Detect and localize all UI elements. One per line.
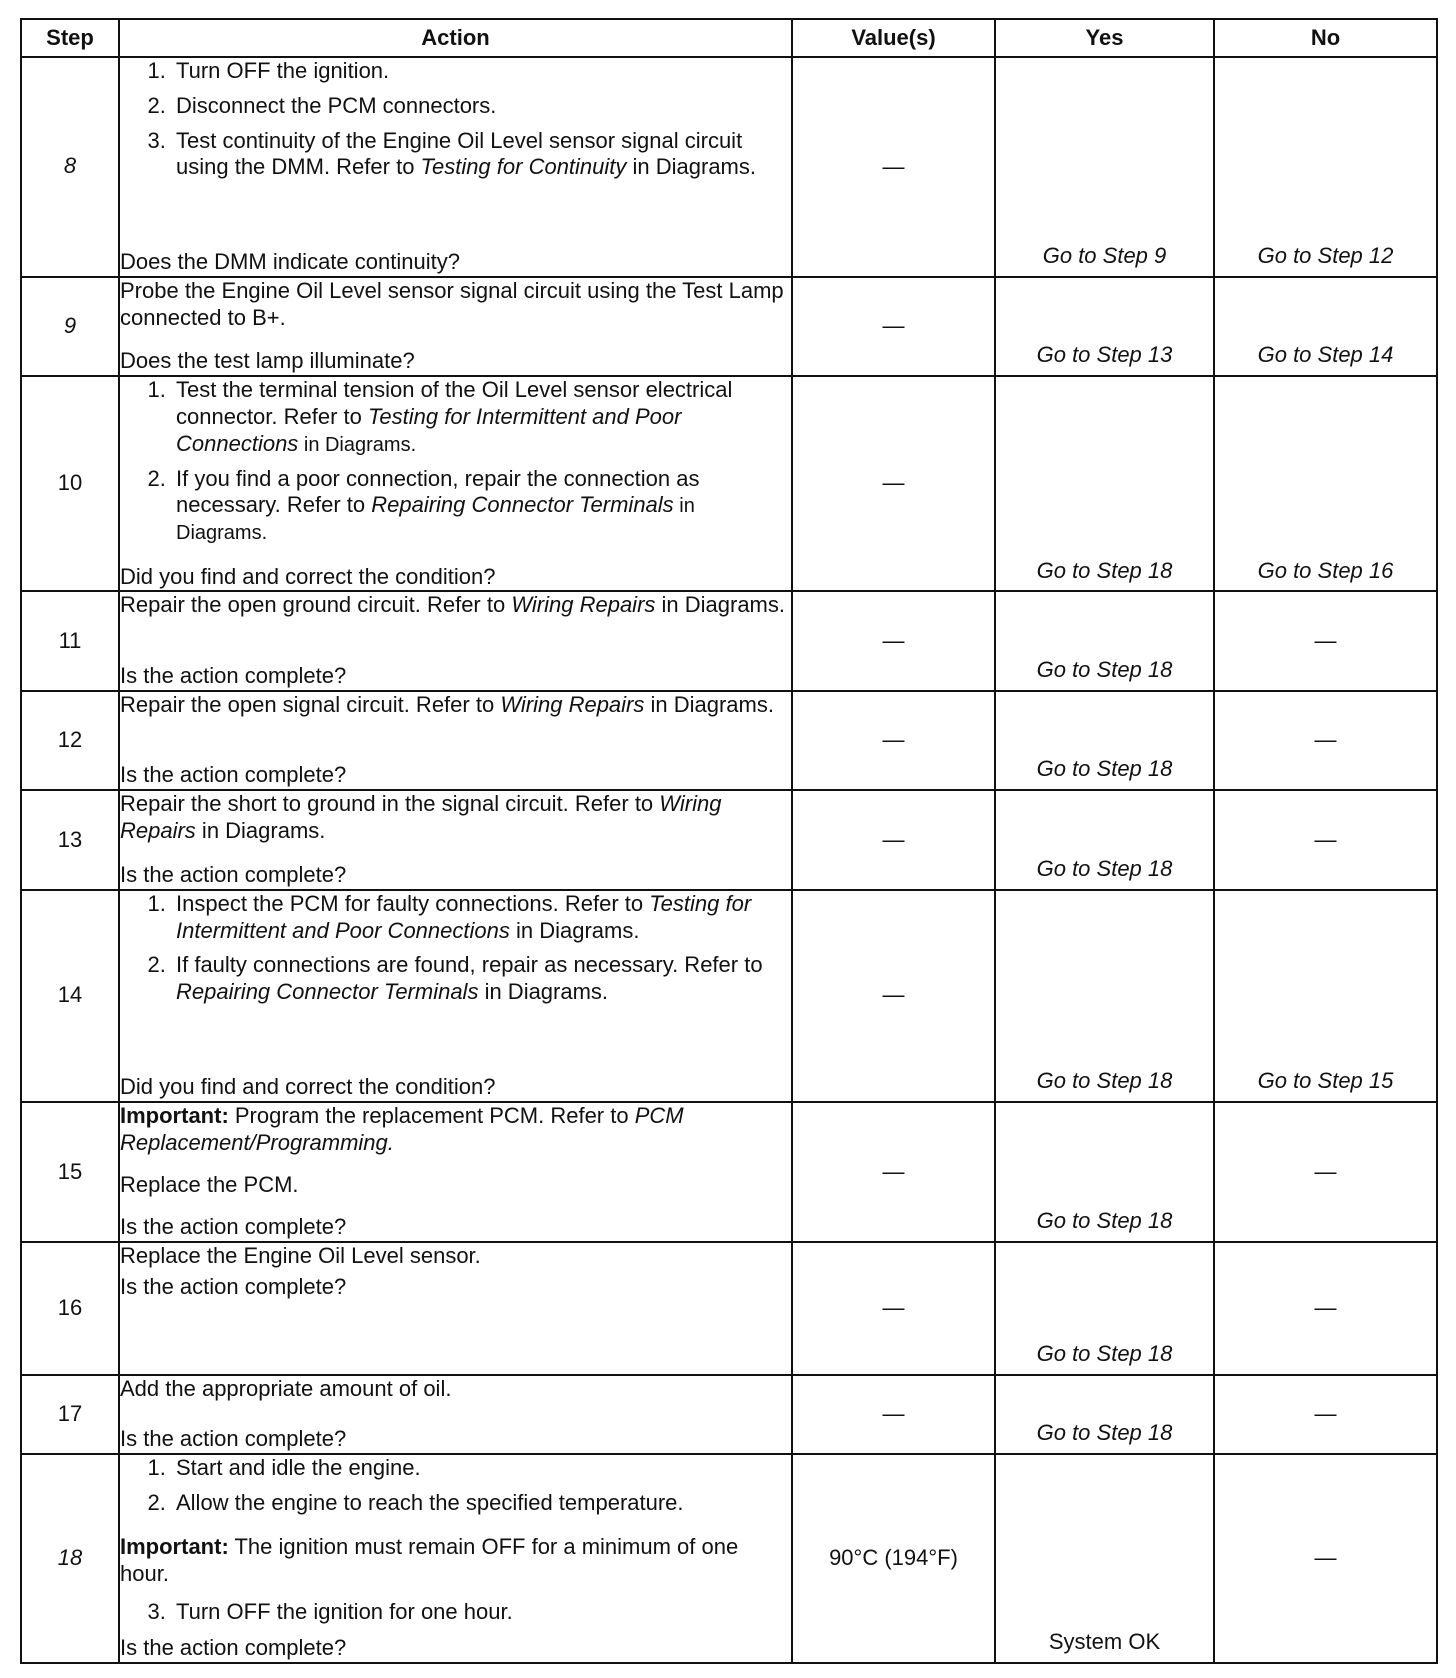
- action-question: Is the action complete?: [120, 663, 347, 689]
- value-cell: [792, 57, 995, 277]
- no-cell: [1214, 376, 1437, 591]
- important-note: Important: Program the replacement PCM. Refer to PCM Replacement/Programming.: [120, 1103, 684, 1155]
- dash: —: [1314, 1401, 1337, 1427]
- dash: —: [882, 1295, 905, 1321]
- step-number: 14: [21, 890, 119, 1102]
- action-substep: 2. If you find a poor connection, repair the connection as necessary. Refer to Repairing Connector Terminals in Diagrams.: [172, 466, 791, 546]
- action-cell: [119, 1102, 792, 1242]
- header-yes: Yes: [995, 19, 1214, 57]
- dash: —: [882, 313, 905, 339]
- dash: —: [1314, 826, 1337, 852]
- yes-result: System OK: [1048, 1629, 1161, 1655]
- dash: —: [882, 470, 905, 496]
- yes-cell: [995, 1102, 1214, 1242]
- yes-goto: Go to Step 9: [1042, 242, 1167, 268]
- yes-goto: Go to Step 18: [1036, 557, 1173, 583]
- action-cell: [119, 691, 792, 790]
- action-text: Repair the open signal circuit. Refer to Wiring Repairs in Diagrams.: [120, 691, 774, 717]
- action-question: Does the test lamp illuminate?: [120, 348, 415, 374]
- dash: —: [882, 627, 905, 653]
- action-question: Is the action complete?: [120, 762, 347, 788]
- reference-link: Wiring Repairs: [120, 791, 722, 844]
- action-cell: [119, 591, 792, 690]
- step-number: 10: [21, 376, 119, 591]
- yes-cell: [995, 591, 1214, 690]
- action-substep: 3. Turn OFF the ignition for one hour.: [172, 1599, 791, 1626]
- action-question: Did you find and correct the condition?: [120, 563, 496, 589]
- reference-link: Wiring Repairs: [500, 691, 645, 717]
- table-row: [21, 790, 1437, 889]
- step-number: 12: [21, 691, 119, 790]
- table-row: [21, 890, 1437, 1102]
- action-text: Add the appropriate amount of oil.: [120, 1376, 452, 1402]
- no-cell: [1214, 1242, 1437, 1375]
- yes-goto: Go to Step 18: [1036, 1208, 1173, 1234]
- no-goto: Go to Step 14: [1257, 342, 1394, 368]
- no-cell: [1214, 890, 1437, 1102]
- yes-cell: [995, 376, 1214, 591]
- action-substep: 1. Start and idle the engine.: [172, 1455, 791, 1482]
- no-cell: [1214, 691, 1437, 790]
- action-question: Does the DMM indicate continuity?: [120, 248, 460, 274]
- step-number: 9: [21, 277, 119, 376]
- value-cell: [792, 691, 995, 790]
- value-cell: [792, 376, 995, 591]
- yes-cell: [995, 57, 1214, 277]
- dash: —: [882, 826, 905, 852]
- action-cell: [119, 376, 792, 591]
- action-substep: 3. Test continuity of the Engine Oil Level sensor signal circuit using the DMM. Refer to Testing for Continuity in Diagrams.: [172, 128, 791, 182]
- dash: —: [1314, 1158, 1337, 1184]
- action-cell: [119, 1242, 792, 1375]
- action-text: Probe the Engine Oil Level sensor signal circuit using the Test Lamp connected to B+.: [120, 277, 784, 330]
- reference-link: Repairing Connector Terminals: [371, 492, 674, 518]
- no-cell: [1214, 57, 1437, 277]
- dash: —: [1314, 1295, 1337, 1321]
- action-question: Is the action complete?: [120, 1214, 347, 1240]
- yes-cell: [995, 1242, 1214, 1375]
- important-note: Important: The ignition must remain OFF for a minimum of one hour.: [120, 1533, 739, 1586]
- header-step: Step: [21, 19, 119, 57]
- yes-goto: Go to Step 18: [1036, 855, 1173, 881]
- yes-goto: Go to Step 18: [1036, 657, 1173, 683]
- dash: —: [882, 153, 905, 179]
- dash: —: [1314, 1544, 1337, 1570]
- value-cell: [792, 591, 995, 690]
- header-values: Value(s): [792, 19, 995, 57]
- reference-link: Testing for Continuity: [420, 154, 627, 180]
- yes-cell: [995, 790, 1214, 889]
- table-row: [21, 1242, 1437, 1375]
- table-row: [21, 57, 1437, 277]
- yes-goto: Go to Step 18: [1036, 1341, 1173, 1367]
- reference-link: Repairing Connector Terminals: [176, 979, 479, 1005]
- action-text: Replace the PCM.: [120, 1172, 299, 1198]
- action-cell: [119, 57, 792, 277]
- value-cell: [792, 1375, 995, 1453]
- action-cell: [119, 790, 792, 889]
- action-substep: 2. Disconnect the PCM connectors.: [172, 93, 791, 120]
- table-row: [21, 277, 1437, 376]
- action-text: Repair the open ground circuit. Refer to Wiring Repairs in Diagrams.: [120, 592, 785, 618]
- no-cell: [1214, 790, 1437, 889]
- yes-cell: [995, 691, 1214, 790]
- dash: —: [882, 982, 905, 1008]
- action-question: Did you find and correct the condition?: [120, 1074, 496, 1100]
- dash: —: [882, 1401, 905, 1427]
- no-goto: Go to Step 15: [1257, 1068, 1394, 1094]
- value-cell: [792, 277, 995, 376]
- reference-link: Testing for Intermittent and Poor Connections: [176, 890, 752, 943]
- action-cell: [119, 277, 792, 376]
- table-row: [21, 376, 1437, 591]
- diagnostic-table: [20, 18, 1438, 1664]
- no-goto: Go to Step 16: [1257, 557, 1394, 583]
- action-text: Repair the short to ground in the signal circuit. Refer to Wiring Repairs in Diagrams.: [120, 791, 722, 844]
- reference-link: PCM Replacement/Programming.: [120, 1103, 684, 1155]
- dash: —: [882, 1158, 905, 1184]
- action-question: Is the action complete?: [120, 1635, 347, 1661]
- yes-goto: Go to Step 18: [1036, 1419, 1173, 1445]
- step-number: 13: [21, 790, 119, 889]
- action-cell: [119, 890, 792, 1102]
- action-question: Is the action complete?: [120, 1425, 347, 1451]
- no-cell: [1214, 277, 1437, 376]
- action-cell: [119, 1375, 792, 1453]
- step-number: 18: [21, 1454, 119, 1663]
- step-number: 15: [21, 1102, 119, 1242]
- step-number: 17: [21, 1375, 119, 1453]
- action-cell: [119, 1454, 792, 1663]
- no-cell: [1214, 1454, 1437, 1663]
- reference-link: Testing for Intermittent and Poor Connections: [176, 403, 682, 456]
- action-substep: 1. Turn OFF the ignition.: [172, 58, 791, 85]
- table-row: [21, 1375, 1437, 1453]
- header-action: Action: [119, 19, 792, 57]
- step-number: 8: [21, 57, 119, 277]
- action-question: Is the action complete?: [120, 1274, 347, 1300]
- no-cell: [1214, 591, 1437, 690]
- dash: —: [1314, 627, 1337, 653]
- header-row: [21, 19, 1437, 57]
- no-cell: [1214, 1375, 1437, 1453]
- yes-cell: [995, 1454, 1214, 1663]
- table-row: [21, 691, 1437, 790]
- action-question: Is the action complete?: [120, 861, 347, 887]
- yes-cell: [995, 1375, 1214, 1453]
- action-substep: 2. Allow the engine to reach the specified temperature.: [172, 1490, 791, 1517]
- action-substep: 1. Inspect the PCM for faulty connections. Refer to Testing for Intermittent and Poor Connections in Diagrams.: [172, 891, 791, 945]
- yes-goto: Go to Step 13: [1036, 342, 1173, 368]
- value-cell: [792, 1102, 995, 1242]
- no-goto: Go to Step 12: [1257, 242, 1394, 268]
- value-cell: [792, 890, 995, 1102]
- table-row: [21, 1102, 1437, 1242]
- step-number: 16: [21, 1242, 119, 1375]
- reference-link: Wiring Repairs: [511, 592, 656, 618]
- value-cell: [792, 1242, 995, 1375]
- no-cell: [1214, 1102, 1437, 1242]
- dash: —: [882, 727, 905, 753]
- dash: —: [1314, 727, 1337, 753]
- yes-goto: Go to Step 18: [1036, 756, 1173, 782]
- header-no: No: [1214, 19, 1437, 57]
- table-row: [21, 1454, 1437, 1663]
- action-substep: 1. Test the terminal tension of the Oil Level sensor electrical connector. Refer to Testing for Intermittent and Poor Connections in Diagrams.: [172, 377, 791, 457]
- yes-goto: Go to Step 18: [1036, 1068, 1173, 1094]
- action-substep: 2. If faulty connections are found, repair as necessary. Refer to Repairing Connector Terminals in Diagrams.: [172, 952, 791, 1006]
- value-cell: 90°C (194°F): [792, 1454, 995, 1663]
- table-row: [21, 591, 1437, 690]
- yes-cell: [995, 277, 1214, 376]
- yes-cell: [995, 890, 1214, 1102]
- step-number: 11: [21, 591, 119, 690]
- value-cell: [792, 790, 995, 889]
- action-text: Replace the Engine Oil Level sensor.: [120, 1243, 481, 1269]
